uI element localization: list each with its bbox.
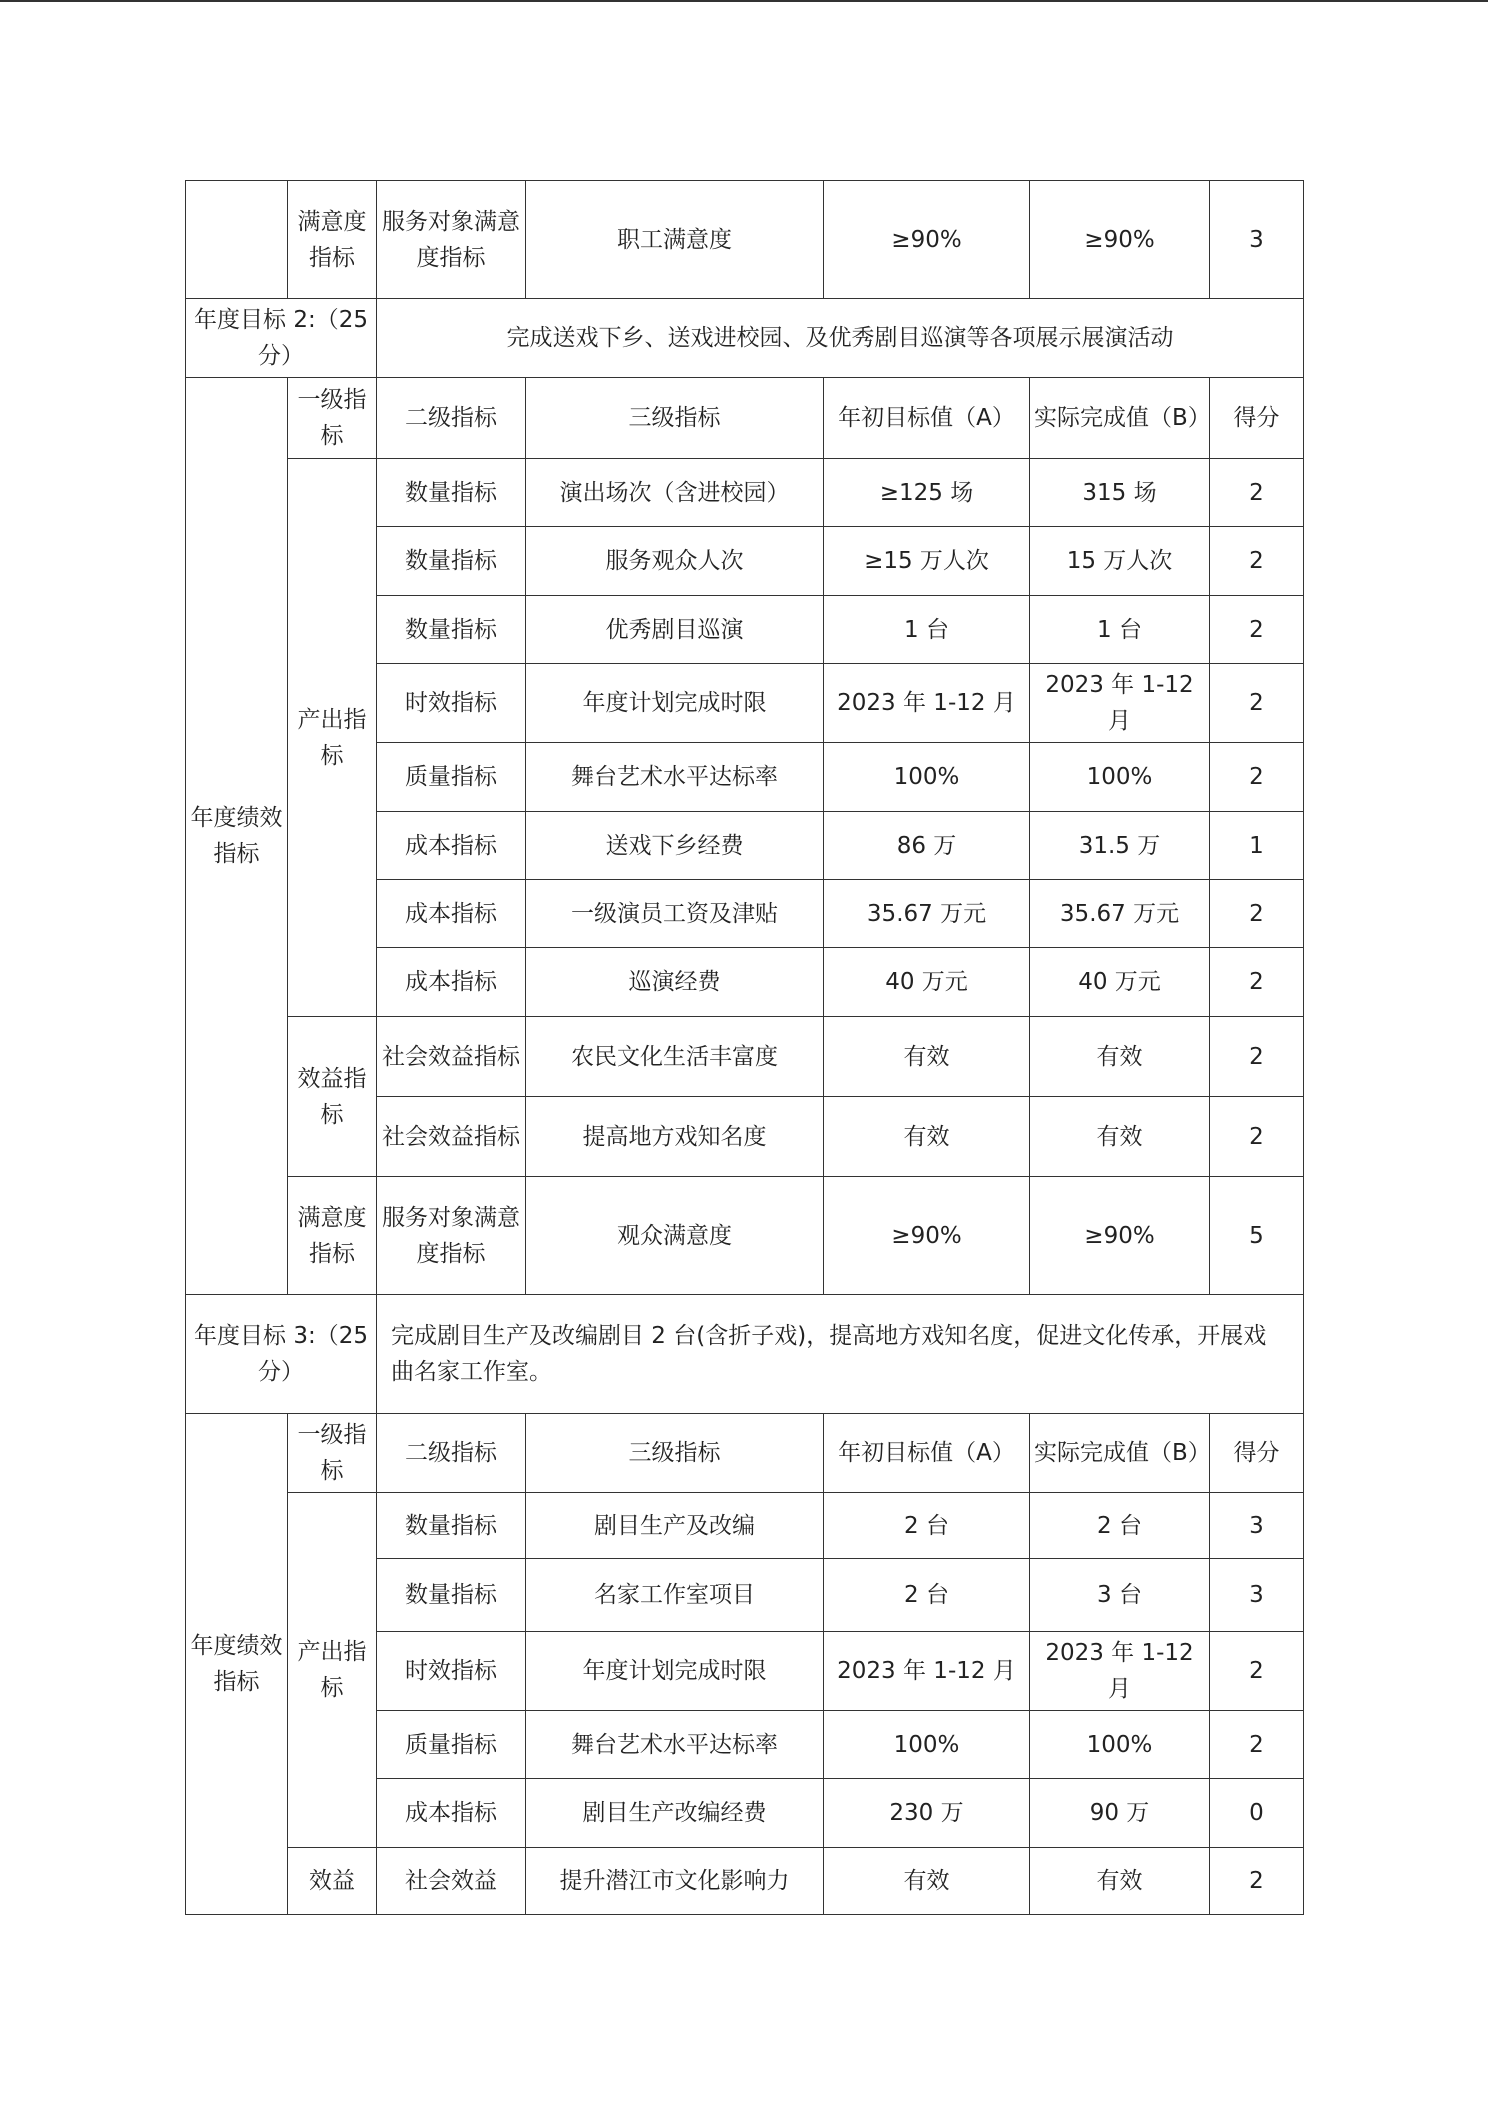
target-value: 2023 年 1-12 月 [824,664,1030,743]
target-value: 2 台 [824,1559,1030,1632]
level2-indicator: 成本指标 [377,948,526,1017]
actual-value: ≥90% [1030,1177,1210,1295]
target-value: ≥90% [824,1177,1030,1295]
header-score: 得分 [1210,1414,1304,1493]
table-row [186,181,1304,299]
score: 2 [1210,1711,1304,1779]
level1-indicator: 效益 [288,1848,377,1915]
score: 5 [1210,1177,1304,1295]
score: 2 [1210,527,1304,596]
level2-indicator: 数量指标 [377,1493,526,1559]
lead-target: ≥90% [824,181,1030,299]
level1-indicator: 效益指标 [288,1017,377,1177]
level2-indicator: 社会效益 [377,1848,526,1915]
level3-indicator: 年度计划完成时限 [526,664,824,743]
score: 3 [1210,1559,1304,1632]
target-value: ≥15 万人次 [824,527,1030,596]
target-value: 有效 [824,1097,1030,1177]
level2-indicator: 成本指标 [377,812,526,880]
level3-indicator: 剧目生产及改编 [526,1493,824,1559]
header-level1: 一级指标 [288,1414,377,1493]
score: 2 [1210,880,1304,948]
actual-value: 2023 年 1-12 月 [1030,664,1210,743]
level2-indicator: 成本指标 [377,1779,526,1848]
lead-actual: ≥90% [1030,181,1210,299]
indicator-section-label: 年度绩效指标 [186,378,288,1295]
actual-value: 有效 [1030,1017,1210,1097]
actual-value: 有效 [1030,1097,1210,1177]
table-row [186,459,1304,527]
level3-indicator: 优秀剧目巡演 [526,596,824,664]
score: 2 [1210,1632,1304,1711]
header-level2: 二级指标 [377,378,526,459]
actual-value: 2 台 [1030,1493,1210,1559]
level2-indicator: 成本指标 [377,880,526,948]
target-value: 100% [824,1711,1030,1779]
header-target: 年初目标值（A） [824,378,1030,459]
level3-indicator: 提高地方戏知名度 [526,1097,824,1177]
performance-table [185,180,1304,1915]
level1-indicator: 产出指标 [288,1493,377,1848]
level3-indicator: 剧目生产改编经费 [526,1779,824,1848]
target-value: 有效 [824,1848,1030,1915]
score: 2 [1210,1017,1304,1097]
target-value: 1 台 [824,596,1030,664]
table-row [186,1493,1304,1559]
actual-value: 35.67 万元 [1030,880,1210,948]
level2-indicator: 数量指标 [377,1559,526,1632]
header-actual: 实际完成值（B） [1030,378,1210,459]
score: 3 [1210,1493,1304,1559]
score: 1 [1210,812,1304,880]
actual-value: 90 万 [1030,1779,1210,1848]
level2-indicator: 社会效益指标 [377,1017,526,1097]
actual-value: 有效 [1030,1848,1210,1915]
target-value: 2023 年 1-12 月 [824,1632,1030,1711]
level3-indicator: 观众满意度 [526,1177,824,1295]
level2-indicator: 服务对象满意度指标 [377,1177,526,1295]
level2-indicator: 社会效益指标 [377,1097,526,1177]
score: 2 [1210,743,1304,812]
score: 2 [1210,948,1304,1017]
goal-label: 年度目标 3:（25 分） [186,1295,377,1414]
level3-indicator: 舞台艺术水平达标率 [526,1711,824,1779]
score: 2 [1210,1097,1304,1177]
goal-text: 完成剧目生产及改编剧目 2 台(含折子戏)，提高地方戏知名度，促进文化传承，开展戏曲名家工作室。 [377,1295,1304,1414]
empty-cell [186,181,288,299]
indicator-section-label: 年度绩效指标 [186,1414,288,1915]
header-level3: 三级指标 [526,1414,824,1493]
actual-value: 100% [1030,743,1210,812]
level2-indicator: 数量指标 [377,527,526,596]
level3-indicator: 舞台艺术水平达标率 [526,743,824,812]
target-value: 40 万元 [824,948,1030,1017]
level2-indicator: 数量指标 [377,596,526,664]
actual-value: 100% [1030,1711,1210,1779]
header-row [186,1414,1304,1493]
actual-value: 40 万元 [1030,948,1210,1017]
actual-value: 1 台 [1030,596,1210,664]
table-row [186,1017,1304,1097]
level2-indicator: 质量指标 [377,1711,526,1779]
goal-row [186,299,1304,378]
level2-indicator: 数量指标 [377,459,526,527]
score: 0 [1210,1779,1304,1848]
lead-level3: 职工满意度 [526,181,824,299]
page-top-border [0,0,1488,2]
header-score: 得分 [1210,378,1304,459]
score: 2 [1210,1848,1304,1915]
lead-score: 3 [1210,181,1304,299]
level2-indicator: 时效指标 [377,1632,526,1711]
lead-level2: 服务对象满意度指标 [377,181,526,299]
level3-indicator: 服务观众人次 [526,527,824,596]
level3-indicator: 送戏下乡经费 [526,812,824,880]
level3-indicator: 提升潜江市文化影响力 [526,1848,824,1915]
actual-value: 2023 年 1-12 月 [1030,1632,1210,1711]
score: 2 [1210,596,1304,664]
table-row [186,1848,1304,1915]
actual-value: 31.5 万 [1030,812,1210,880]
score: 2 [1210,664,1304,743]
level3-indicator: 演出场次（含进校园） [526,459,824,527]
level3-indicator: 农民文化生活丰富度 [526,1017,824,1097]
target-value: 230 万 [824,1779,1030,1848]
lead-level1: 满意度指标 [288,181,377,299]
goal-row [186,1295,1304,1414]
table-row [186,1177,1304,1295]
level3-indicator: 名家工作室项目 [526,1559,824,1632]
actual-value: 3 台 [1030,1559,1210,1632]
target-value: 35.67 万元 [824,880,1030,948]
header-level2: 二级指标 [377,1414,526,1493]
header-target: 年初目标值（A） [824,1414,1030,1493]
target-value: 100% [824,743,1030,812]
score: 2 [1210,459,1304,527]
target-value: 有效 [824,1017,1030,1097]
level1-indicator: 满意度指标 [288,1177,377,1295]
header-row [186,378,1304,459]
target-value: ≥125 场 [824,459,1030,527]
header-level3: 三级指标 [526,378,824,459]
actual-value: 15 万人次 [1030,527,1210,596]
header-level1: 一级指标 [288,378,377,459]
header-actual: 实际完成值（B） [1030,1414,1210,1493]
level2-indicator: 时效指标 [377,664,526,743]
target-value: 86 万 [824,812,1030,880]
level3-indicator: 巡演经费 [526,948,824,1017]
target-value: 2 台 [824,1493,1030,1559]
goal-label: 年度目标 2:（25 分） [186,299,377,378]
level1-indicator: 产出指标 [288,459,377,1017]
actual-value: 315 场 [1030,459,1210,527]
level2-indicator: 质量指标 [377,743,526,812]
level3-indicator: 年度计划完成时限 [526,1632,824,1711]
goal-text: 完成送戏下乡、送戏进校园、及优秀剧目巡演等各项展示展演活动 [377,299,1304,378]
level3-indicator: 一级演员工资及津贴 [526,880,824,948]
